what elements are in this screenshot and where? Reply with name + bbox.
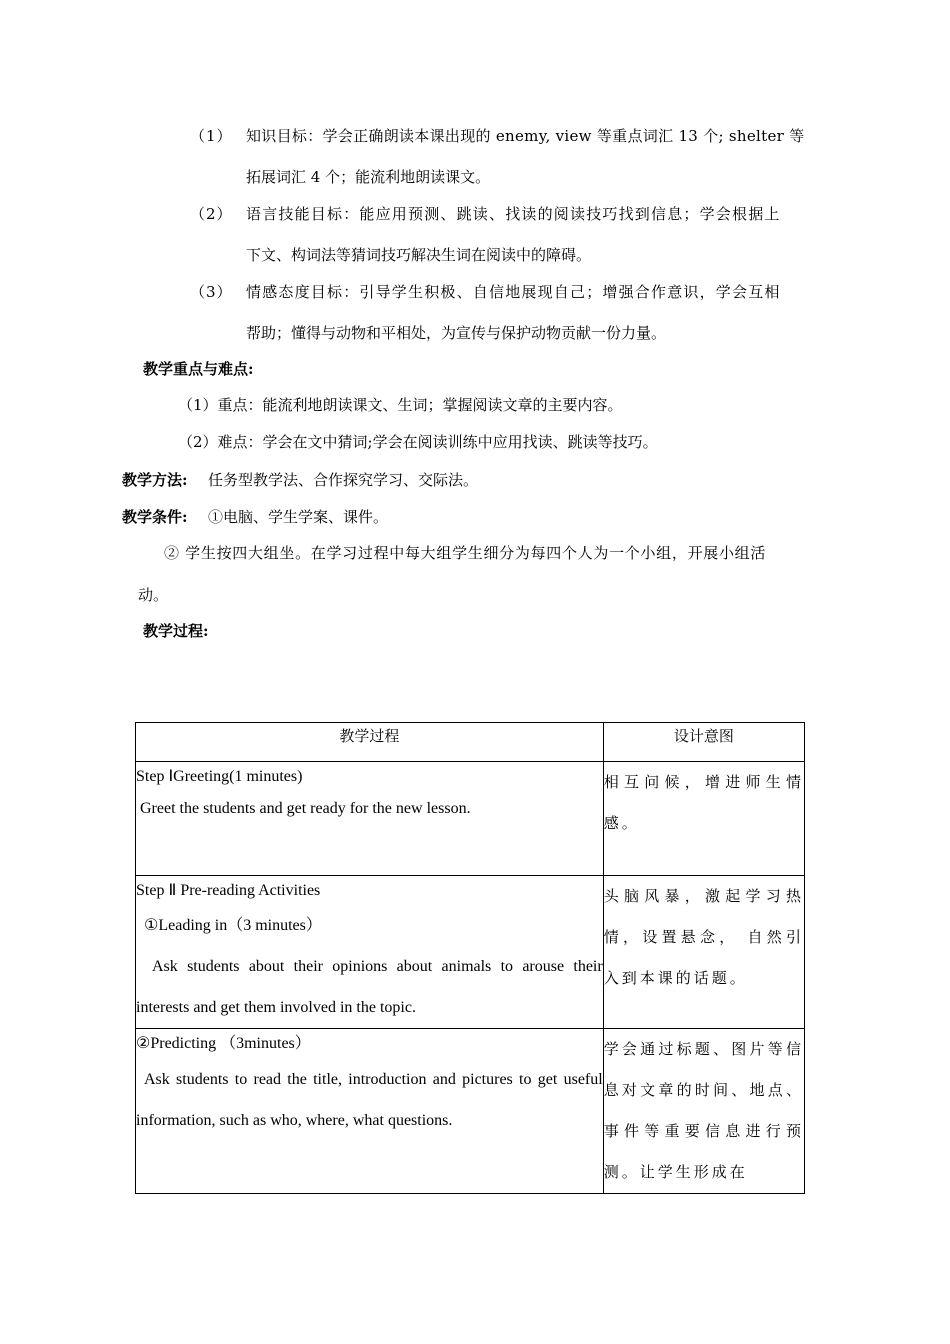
process-heading: 教学过程: [143,622,209,640]
objective-1-line2: 拓展词汇 4 个；能流利地朗读课文。 [246,168,491,186]
teaching-conditions-text: ①电脑、学生学案、课件。 [208,508,389,526]
header-process: 教学过程 [136,723,604,762]
teaching-method-text: 任务型教学法、合作探究学习、交际法。 [208,471,479,489]
step-description: Greet the students and get ready for the new lesson. [140,800,471,817]
step-description: Ask students to read the title, introduction and pictures to get useful information, such as who, where, what questions. [136,1071,603,1129]
process-cell [136,762,604,876]
key-point-1: （1）重点：能流利地朗读课文、生词；掌握阅读文章的主要内容。 [178,396,623,414]
key-point-2: （2）难点：学会在文中猜词;学会在阅读训练中应用找读、跳读等技巧。 [178,433,658,451]
objective-1-number: （1） [190,127,233,145]
step-title: Step ⅠGreeting(1 minutes) [136,768,303,785]
table-header-row [136,723,805,762]
objective-2-number: （2） [190,205,233,223]
step-subtitle: ①Leading in（3 minutes） [144,917,322,934]
step-subtitle: ②Predicting （3minutes） [136,1035,311,1052]
intent-cell: 相互问候，增进师生情感。 [603,762,804,876]
objective-2-line1: 语言技能目标：能应用预测、跳读、找读的阅读技巧找到信息；学会根据上 [246,205,781,223]
process-cell [136,876,604,1029]
objective-2-line2: 下文、构词法等猜词技巧解决生词在阅读中的障碍。 [246,246,592,264]
table-row [136,762,805,876]
objective-3-number: （3） [190,283,233,301]
intent-cell: 学会通过标题、图片等信息对文章的时间、地点、事件等重要信息进行预测。让学生形成在 [603,1029,804,1194]
key-points-heading: 教学重点与难点: [143,360,254,378]
process-table [135,722,805,1194]
teaching-method-label: 教学方法: [122,471,188,489]
table-row [136,876,805,1029]
table-row [136,1029,805,1194]
step-title: Step Ⅱ Pre-reading Activities [136,882,321,899]
header-intent: 设计意图 [603,723,804,762]
objective-1-line1: 知识目标：学会正确朗读本课出现的 enemy, view 等重点词汇 13 个; shelter 等 [246,127,805,145]
objective-3-line2: 帮助；懂得与动物和平相处，为宣传与保护动物贡献一份力量。 [246,324,667,342]
intent-cell: 头脑风暴，激起学习热情，设置悬念， 自然引入到本课的话题。 [603,876,804,1029]
step-description: Ask students about their opinions about animals to arouse their interests and get them involved in the topic. [136,958,603,1016]
teaching-conditions-item2-line1: ② 学生按四大组坐。在学习过程中每大组学生细分为每四个人为一个小组，开展小组活 [164,544,767,562]
objective-3-line1: 情感态度目标：引导学生积极、自信地展现自己；增强合作意识，学会互相 [246,283,781,301]
process-cell [136,1029,604,1194]
teaching-conditions-label: 教学条件: [122,508,188,526]
teaching-conditions-item2-line2: 动。 [138,586,169,604]
